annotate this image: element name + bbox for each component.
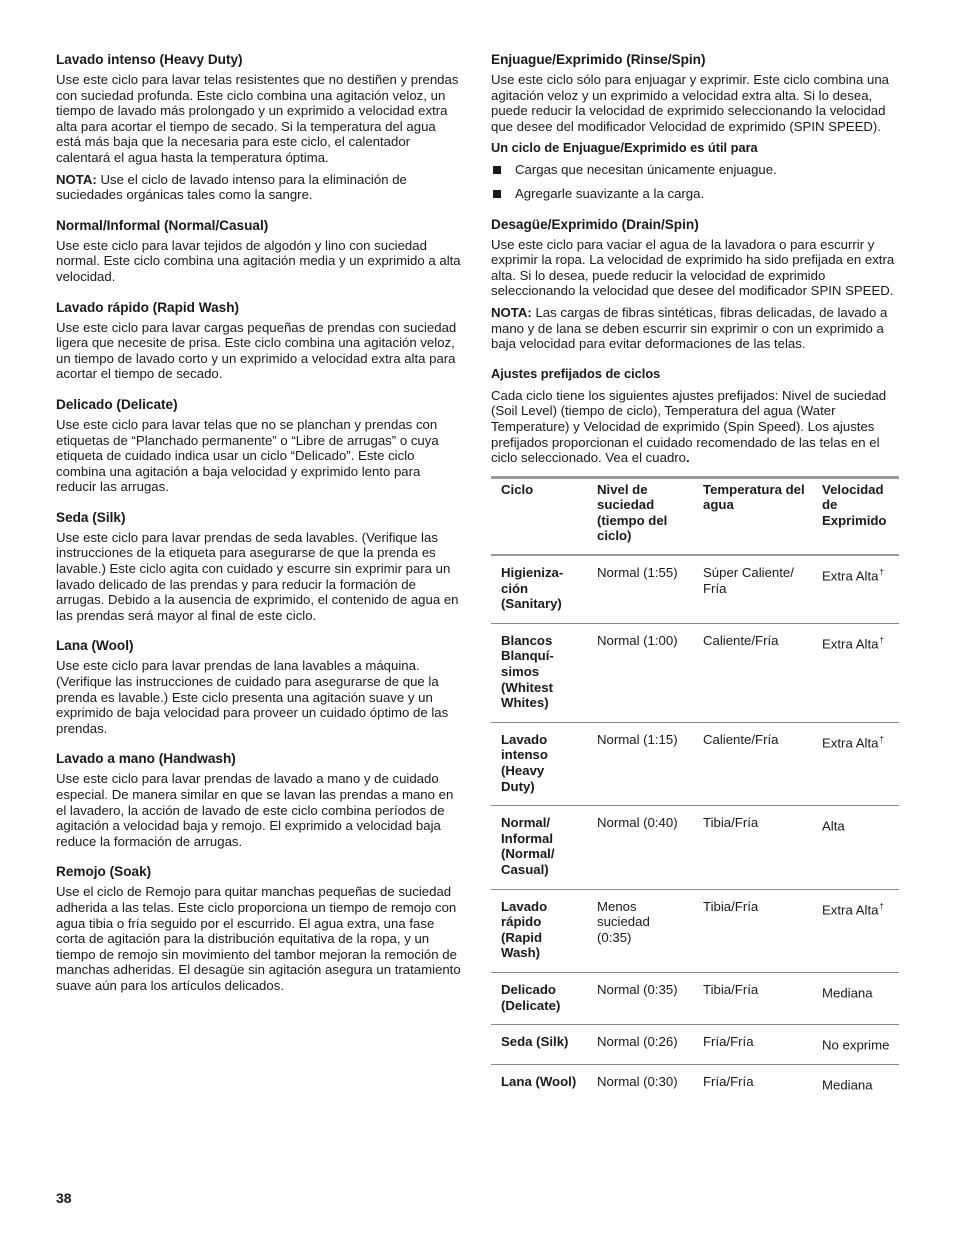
table-row (491, 722, 899, 805)
spin-value: Extra Alta (822, 636, 879, 652)
square-bullet-icon (493, 190, 501, 198)
cell-spin (812, 889, 899, 972)
section-body: Use el ciclo de Remojo para quitar manchas pequeñas de suciedad adherida a las telas. Este ciclo proporciona un tiempo de remojo con agua tibia o fría seguido por el escurrido. El agua extra, una fase corta de agitación para la distribución equitativa de la ropa, y un tiempo de remojo sin movimiento del tambor mejoran la remoción de manchas adheridas. El desagüe sin agitación asegura un tratamiento suave aún para los artículos delicados. (56, 884, 461, 993)
spin-value: Extra Alta (822, 735, 879, 751)
table-row (491, 889, 899, 972)
section-body: Use este ciclo para lavar tejidos de algodón y lino con suciedad normal. Este ciclo combina una agitación media y un exprimido a alta velocidad. (56, 237, 461, 284)
section-presets (491, 366, 899, 466)
cell-spin (812, 623, 899, 722)
cell-temp: Caliente/Fría (693, 623, 812, 722)
section-title: Lana (Wool) (56, 638, 134, 654)
spin-value: No exprime (822, 1037, 890, 1053)
section-handwash (56, 750, 464, 849)
spin-value: Extra Alta (822, 901, 879, 917)
cell-soil: Normal (1:15) (587, 722, 693, 805)
presets-text: Cada ciclo tiene los siguientes ajustes prefijados: Nivel de suciedad (Soil Level) (tiempo de ciclo), Temperatura del agua (Water Temperature) y Velocidad de exprimido (Spin Speed). Los ajustes prefijados proporcionan el cuidado recomendado de las telas en el ciclo seleccionado. Vea el cuadro (491, 387, 887, 466)
section-rinse-spin (491, 51, 899, 202)
presets-heading: Ajustes prefijados de ciclos (491, 365, 661, 381)
cell-soil: Normal (0:30) (597, 1074, 678, 1090)
section-normal-casual (56, 217, 464, 285)
dagger-mark: † (879, 901, 884, 911)
section-silk (56, 509, 464, 624)
col-header-spin: Velocidad de Exprimido (812, 477, 899, 555)
section-title: Seda (Silk) (56, 509, 126, 525)
table-row (491, 972, 899, 1024)
cell-soil: Normal (0:26) (587, 1025, 693, 1065)
cell-temp: Tibia/Fría (693, 972, 812, 1024)
section-title: Desagüe/Exprimido (Drain/Spin) (491, 216, 699, 232)
note-text: Las cargas de fibras sintéticas, fibras delicadas, de lavado a mano y de lana se deben escurrir sin exprimir o con un exprimido a baja velocidad para evitar deformaciones de las telas. (491, 304, 888, 352)
section-note (56, 172, 464, 203)
cell-cycle: Lavado intenso (Heavy Duty) (491, 722, 587, 805)
section-title: Delicado (Delicate) (56, 396, 178, 412)
page-number: 38 (56, 1190, 72, 1206)
section-body: Use este ciclo para lavar telas que no se planchan y prendas con etiquetas de “Planchado permanente” o “Libre de arrugas” o cuya etiqueta de cuidado indica usar un ciclo “Delicado”. Este ciclo combina una agitación a baja velocidad y exprimido lento para reducir las arrugas. (56, 416, 439, 495)
table-header-row (491, 477, 899, 555)
cell-cycle: Blancos Blanquí- simos (Whitest Whites) (491, 623, 587, 722)
cell-spin (812, 806, 899, 889)
list-item (491, 162, 899, 178)
cell-cycle: Delicado (Delicate) (491, 972, 587, 1024)
cell-spin (812, 1025, 899, 1065)
list-item (491, 186, 899, 202)
note-text: Use el ciclo de lavado intenso para la eliminación de suciedades orgánicas tales como la sangre. (56, 171, 407, 203)
section-title: Lavado a mano (Handwash) (56, 751, 236, 767)
cell-cycle: Lavado rápido (Rapid Wash) (491, 889, 587, 972)
section-heavy-duty (56, 51, 464, 203)
cell-temp: Tibia/Fría (693, 889, 812, 972)
cell-temp: Caliente/Fría (693, 722, 812, 805)
col-header-temp: Temperatura del agua (693, 477, 812, 555)
dagger-mark: † (879, 635, 884, 645)
spin-value: Extra Alta (822, 568, 879, 584)
section-delicate (56, 396, 464, 495)
note-label: NOTA: (56, 171, 97, 187)
col-header-soil: Nivel de suciedad (tiempo del ciclo) (587, 477, 693, 555)
cell-soil: Normal (1:00) (587, 623, 693, 722)
cell-temp: Fría/Fría (703, 1074, 754, 1090)
section-title: Normal/Informal (Normal/Casual) (56, 217, 269, 233)
spin-value: Mediana (822, 1077, 873, 1093)
cycle-presets-table (491, 476, 899, 1104)
section-title: Lavado intenso (Heavy Duty) (56, 52, 243, 67)
section-body: Use este ciclo para lavar telas resistentes que no destiñen y prendas con suciedad profunda. Este ciclo combina una agitación veloz, un tiempo de lavado más prolongado y un exprimido a velocidad extra alta para acortar el tiempo de secado. Si la temperatura del agua está más baja que la necesaria para este ciclo, el calentador calentará el agua hasta la temperatura óptima. (56, 72, 459, 165)
table-row (491, 555, 899, 623)
cell-cycle: Higieniza- ción (Sanitary) (491, 555, 587, 623)
section-title: Lavado rápido (Rapid Wash) (56, 299, 240, 315)
section-note (491, 305, 899, 352)
section-title: Enjuague/Exprimido (Rinse/Spin) (491, 52, 706, 67)
right-column (491, 51, 899, 1104)
table-row (491, 806, 899, 889)
section-body: Use este ciclo para lavar prendas de lana lavables a máquina. (Verifique las instrucciones de cuidado para asegurarse de que la prenda es lavable.) Este ciclo presenta una agitación suave y un exprimido de baja velocidad para proveer un cuidado óptimo de las prendas. (56, 658, 449, 736)
presets-period: . (686, 450, 690, 466)
cell-cycle: Seda (Silk) (491, 1025, 587, 1065)
cell-soil: Normal (1:55) (587, 555, 693, 623)
note-label: NOTA: (491, 304, 532, 320)
section-body: Use este ciclo para lavar prendas de lavado a mano y de cuidado especial. De manera similar en que se lavan las prendas a mano en el lavadero, la acción de lavado de este ciclo combina períodos de agitación a velocidad baja y remojo. El exprimido a velocidad baja reduce la formación de arrugas. (56, 771, 454, 849)
cell-temp: Súper Caliente/ Fría (693, 555, 812, 623)
col-header-cycle: Ciclo (491, 477, 587, 555)
dagger-mark: † (879, 734, 884, 744)
cell-temp: Tibia/Fría (693, 806, 812, 889)
section-body: Use este ciclo sólo para enjuagar y exprimir. Este ciclo combina una agitación veloz y un exprimido a velocidad extra alta. Si lo desea, puede reducir la velocidad de exprimido seleccionando la velocidad que desee del modificador Velocidad de exprimido (SPIN SPEED). (491, 72, 890, 134)
square-bullet-icon (493, 166, 501, 174)
section-body: Use este ciclo para lavar cargas pequeñas de prendas con suciedad ligera que necesite de prisa. Este ciclo combina una agitación veloz, un tiempo de lavado corto y un exprimido a velocidad extra alta para acortar el tiempo de secado. (56, 319, 457, 382)
table-row (491, 1065, 899, 1104)
left-column (56, 51, 464, 1008)
section-wool (56, 637, 464, 736)
cell-temp: Fría/Fría (693, 1025, 812, 1065)
cell-soil: Normal (0:35) (587, 972, 693, 1024)
bullet-text: Agregarle suavizante a la carga. (515, 185, 705, 201)
spin-value: Mediana (822, 985, 873, 1001)
dagger-mark: † (879, 568, 884, 578)
section-body: Use este ciclo para lavar prendas de seda lavables. (Verifique las instrucciones de la etiqueta para asegurarse de que la prenda es lavable.) Este ciclo agita con cuidado y escurre sin exprimir para un lavado delicado de las prendas y para reducir la formación de arrugas. Debido a la ausencia de exprimido, el contenido de agua en las prendas será mayor al final de este ciclo. (56, 529, 459, 623)
cell-spin (812, 1065, 899, 1104)
section-rapid-wash (56, 299, 464, 382)
spin-value: Alta (822, 818, 845, 834)
table-row (491, 623, 899, 722)
cell-cycle: Lana (Wool) (501, 1074, 577, 1090)
cell-soil: Menos suciedad (0:35) (587, 889, 693, 972)
useful-for-heading: Un ciclo de Enjuague/Exprimido es útil para (491, 140, 758, 156)
bullet-text: Cargas que necesitan únicamente enjuague. (515, 162, 777, 178)
cell-cycle: Normal/ Informal (Normal/ Casual) (491, 806, 587, 889)
section-title: Remojo (Soak) (56, 864, 152, 880)
section-body: Use este ciclo para vaciar el agua de la lavadora o para escurrir y exprimir la ropa. La velocidad de exprimido ha sido prefijada en extra alta. Si lo desea, puede reducir la velocidad de exprimido seleccionando la velocidad que desee del modificador SPIN SPEED. (491, 236, 895, 299)
section-soak (56, 863, 464, 993)
cell-spin (812, 555, 899, 623)
cell-spin (812, 972, 899, 1024)
cell-soil: Normal (0:40) (587, 806, 693, 889)
table-row (491, 1025, 899, 1065)
cell-spin (812, 722, 899, 805)
presets-body (491, 388, 899, 466)
section-drain-spin (491, 216, 899, 352)
bullet-list (491, 162, 899, 201)
